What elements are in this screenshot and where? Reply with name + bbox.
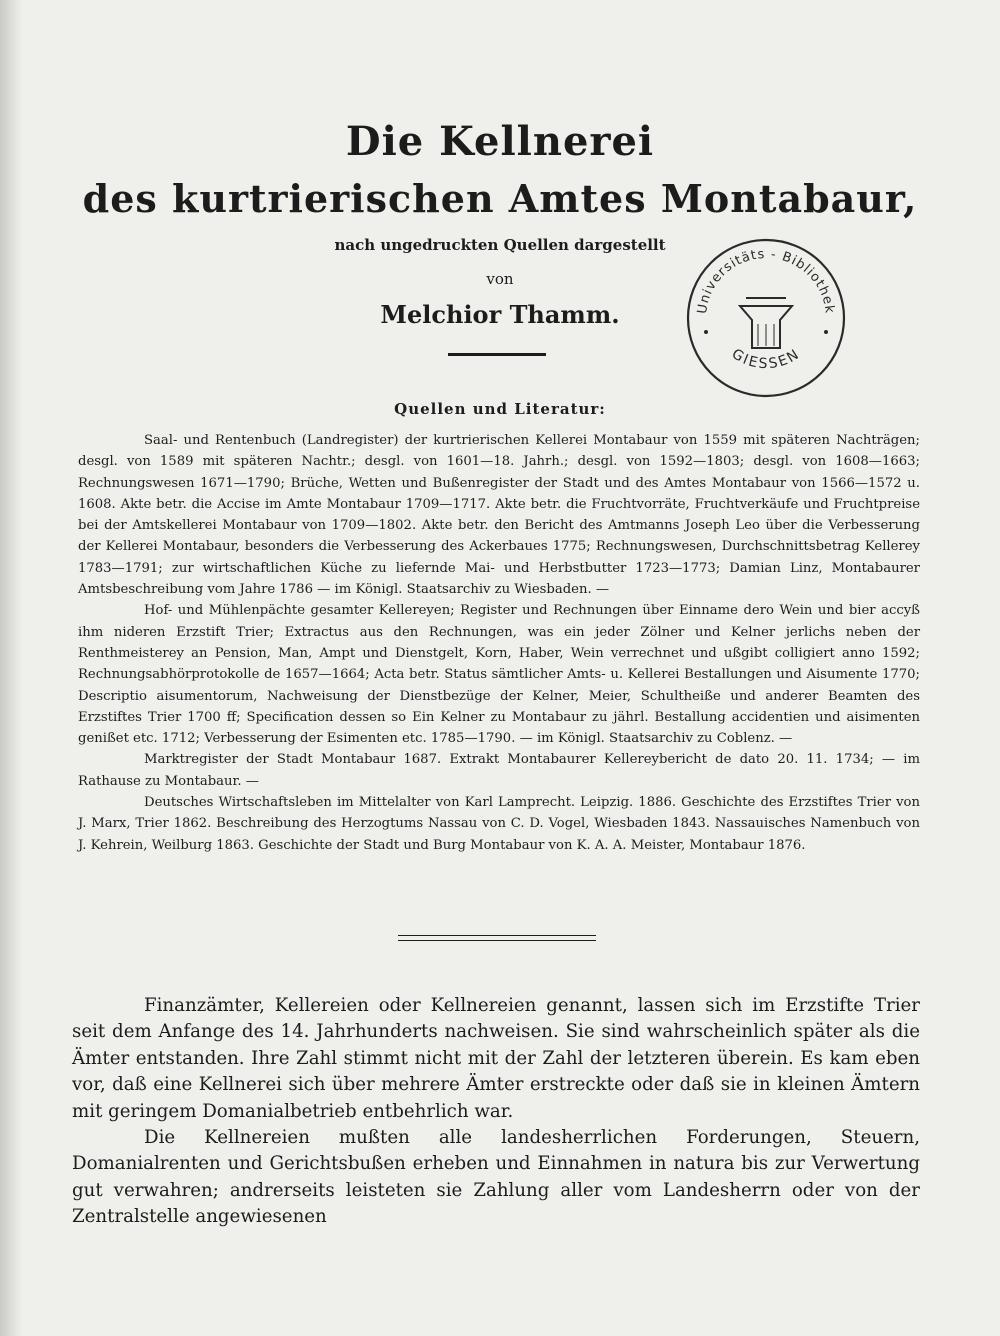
source-paragraph: Saal- und Rentenbuch (Landregister) der kurtrierischen Kellerei Montabaur von 1559 mit späteren Nachträgen; desgl. von 1589 mit späteren Nachtr.; desgl. von 1601—18. Jahrh.; desgl. von 1592—1803; desgl. von 1608—1663; Rechnungswesen 1671—1790; Brüche, Wetten und Bußenregister der Stadt und des Amtes Montabaur von 1566—1572 u. 1608. Akte betr. die Accise im Amte Montabaur 1709—1717. Akte betr. die Fruchtvorräte, Fruchtverkäufe und Fruchtpreise bei der Amtskellerei Montabaur von 1709—1802. Akte betr. den Bericht des Amtmanns Joseph Leo über die Verbesserung der Kellerei Montabaur, besonders die Verbesserung des Ackerbaues 1775; Rechnungswesen, Durchschnittsbetrag Kellerey 1783—1791; zur wirtschaftlichen Küche zu liefernde Mai- und Herbstbutter 1723—1773; Damian Linz, Montabaurer Amtsbeschreibung vom Jahre 1786 — im Königl. Staatsarchiv zu Wiesbaden. — xyxy=(78,433,920,598)
title-line-1: Die Kellnerei xyxy=(345,118,655,165)
section-divider xyxy=(398,935,596,941)
sources-heading: Quellen und Literatur: xyxy=(394,400,606,418)
library-stamp-icon xyxy=(684,236,848,400)
title-divider xyxy=(448,353,546,356)
author-name: Melchior Thamm. xyxy=(380,300,620,329)
body-paragraph: Die Kellnereien mußten alle landesherrlichen Forderungen, Steuern, Domanialrenten und Gerichtsbußen erheben und Einnahmen in natura bis zur Verwertung gut verwahren; andrerseits leisteten sie Zahlung aller vom Landesherrn oder von der Zentralstelle angewiesenen xyxy=(72,1127,920,1228)
sources-list xyxy=(78,430,920,856)
svg-text:GIESSEN xyxy=(729,346,803,372)
subtitle: nach ungedruckten Quellen dargestellt xyxy=(334,236,666,254)
by-line: von xyxy=(486,270,514,288)
stamp-bottom-text: GIESSEN xyxy=(728,345,804,373)
source-paragraph: Hof- und Mühlenpächte gesamter Kellereyen; Register und Rechnungen über Einname dero Wein und bier accyß ihm nideren Erzstift Trier; Extractus aus den Rechnungen, was ein jeder Zölner und Kelner jerlichs neben der Renthmeisterey an Pension, Man, Ampt und Dienstgelt, Korn, Haber, Wein verrechnet und ußgibt colligiert anno 1592; Rechnungsabhörprotokolle de 1657—1664; Acta betr. Status sämtlicher Amts- u. Kellerei Bestallungen und Aisumente 1770; Descriptio aisumentorum, Nachweisung der Dienstbezüge der Kelner, Meier, Schultheiße und anderer Beamten des Erzstiftes Trier 1700 ff; Specification dessen so Ein Kelner zu Montabaur zu jährl. Bestallung accidentien und aisimenten genißet etc. 1712; Verbesserung der Esimenten etc. 1785—1790. — im Königl. Staatsarchiv zu Coblenz. — xyxy=(78,603,920,747)
stamp-top-text: Universitäts - Bibliothek xyxy=(695,246,837,315)
title-line-2: des kurtrierischen Amtes Montabaur, xyxy=(82,176,918,221)
source-paragraph: Marktregister der Stadt Montabaur 1687. Extrakt Montabaurer Kellereybericht de dato 20. 11. 1734; — im Rathause zu Montabaur. — xyxy=(78,752,920,789)
body-paragraph: Finanzämter, Kellereien oder Kellnereien genannt, lassen sich im Erzstifte Trier seit dem Anfange des 14. Jahrhunderts nachweisen. Sie sind wahrscheinlich später als die Ämter entstanden. Ihre Zahl stimmt nicht mit der Zahl der letzteren überein. Es kam eben vor, daß eine Kellnerei sich über mehrere Ämter erstreckte oder daß sie in kleinen Ämtern mit geringem Domanialbetrieb entbehrlich war. xyxy=(72,995,920,1122)
body-text xyxy=(72,993,920,1231)
source-paragraph: Deutsches Wirtschaftsleben im Mittelalter von Karl Lamprecht. Leipzig. 1886. Geschichte des Erzstiftes Trier von J. Marx, Trier 1862. Beschreibung des Herzogtums Nassau von C. D. Vogel, Wiesbaden 1843. Nassauisches Namenbuch von J. Kehrein, Weilburg 1863. Geschichte der Stadt und Burg Montabaur von K. A. A. Meister, Montabaur 1876. xyxy=(78,795,920,853)
